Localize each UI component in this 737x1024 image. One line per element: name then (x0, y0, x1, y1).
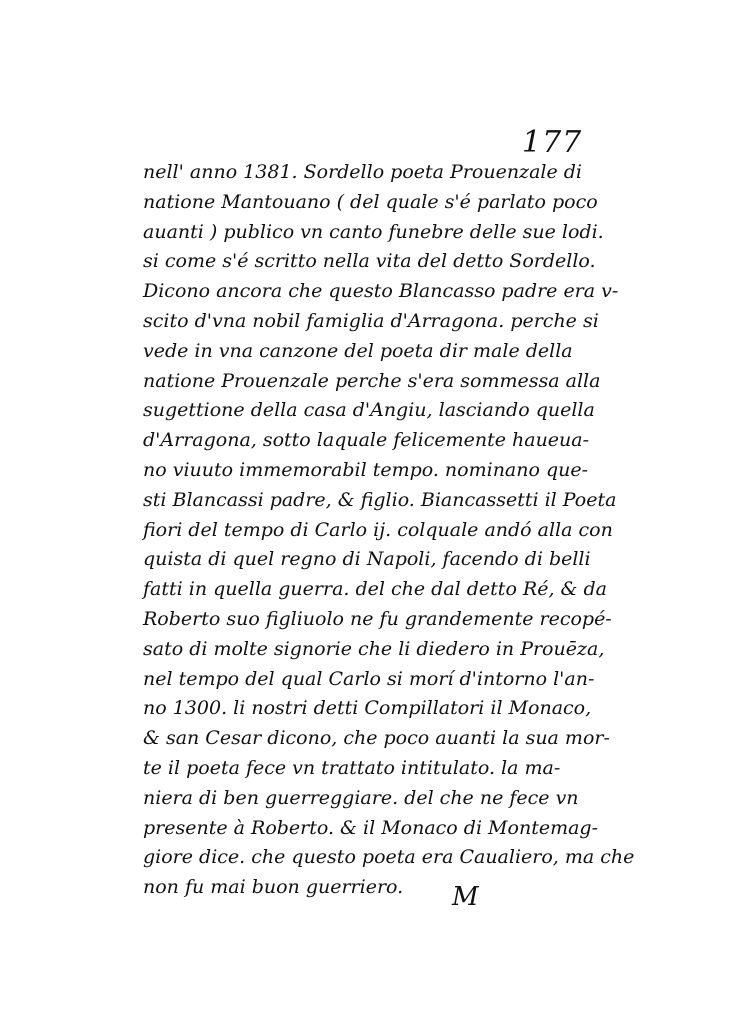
text-line: Roberto suo figliuolo ne fu grandemente recopé- (143, 607, 612, 630)
text-line: sti Blancassi padre, & figlio. Biancassetti il Poeta (143, 488, 617, 511)
body-text (143, 158, 635, 903)
catchword: M (452, 882, 479, 912)
text-line: scito d'vna nobil famiglia d'Arragona. perche si (143, 309, 599, 332)
text-line: niera di ben guerreggiare. del che ne fece vn (143, 786, 579, 809)
text-line: nel tempo del qual Carlo si morí d'intorno l'an- (143, 667, 595, 690)
text-line: non fu mai buon guerriero. (143, 876, 404, 899)
text-line: vede in vna canzone del poeta dir male della (143, 339, 573, 362)
text-line: natione Mantouano ( del quale s'é parlato poco (143, 190, 598, 213)
text-line: & san Cesar dicono, che poco auanti la sua mor- (143, 727, 610, 750)
text-line: natione Prouenzale perche s'era sommessa alla (143, 369, 601, 392)
text-line: nell' anno 1381. Sordello poeta Prouenzale di (143, 161, 582, 183)
text-line: si come s'é scritto nella vita del detto Sordello. (143, 250, 596, 273)
text-line: fiori del tempo di Carlo ij. colquale andó alla con (143, 518, 613, 541)
text-line: auanti ) publico vn canto funebre delle sue lodi. (143, 220, 604, 243)
page-number: 177 (522, 125, 583, 160)
text-line: quista di quel regno di Napoli, facendo di belli (143, 548, 591, 571)
text-line: giore dice. che questo poeta era Caualiero, ma che (143, 846, 635, 869)
text-line: sugettione della casa d'Angiu, lasciando quella (143, 399, 595, 422)
text-line: sato di molte signorie che li diedero in Prouēza, (143, 637, 605, 660)
text-line: fatti in quella guerra. del che dal detto Ré, & da (143, 578, 607, 601)
text-line: d'Arragona, sotto laquale felicemente haueua- (143, 429, 590, 452)
text-line: no viuuto immemorabil tempo. nominano que- (143, 458, 589, 481)
text-line: no 1300. li nostri detti Compillatori il Monaco, (143, 697, 592, 720)
text-line: presente à Roberto. & il Monaco di Montemag- (143, 816, 598, 839)
text-line: Dicono ancora che questo Blancasso padre era v- (143, 280, 619, 303)
text-line: te il poeta fece vn trattato intitulato. la ma- (143, 756, 561, 779)
